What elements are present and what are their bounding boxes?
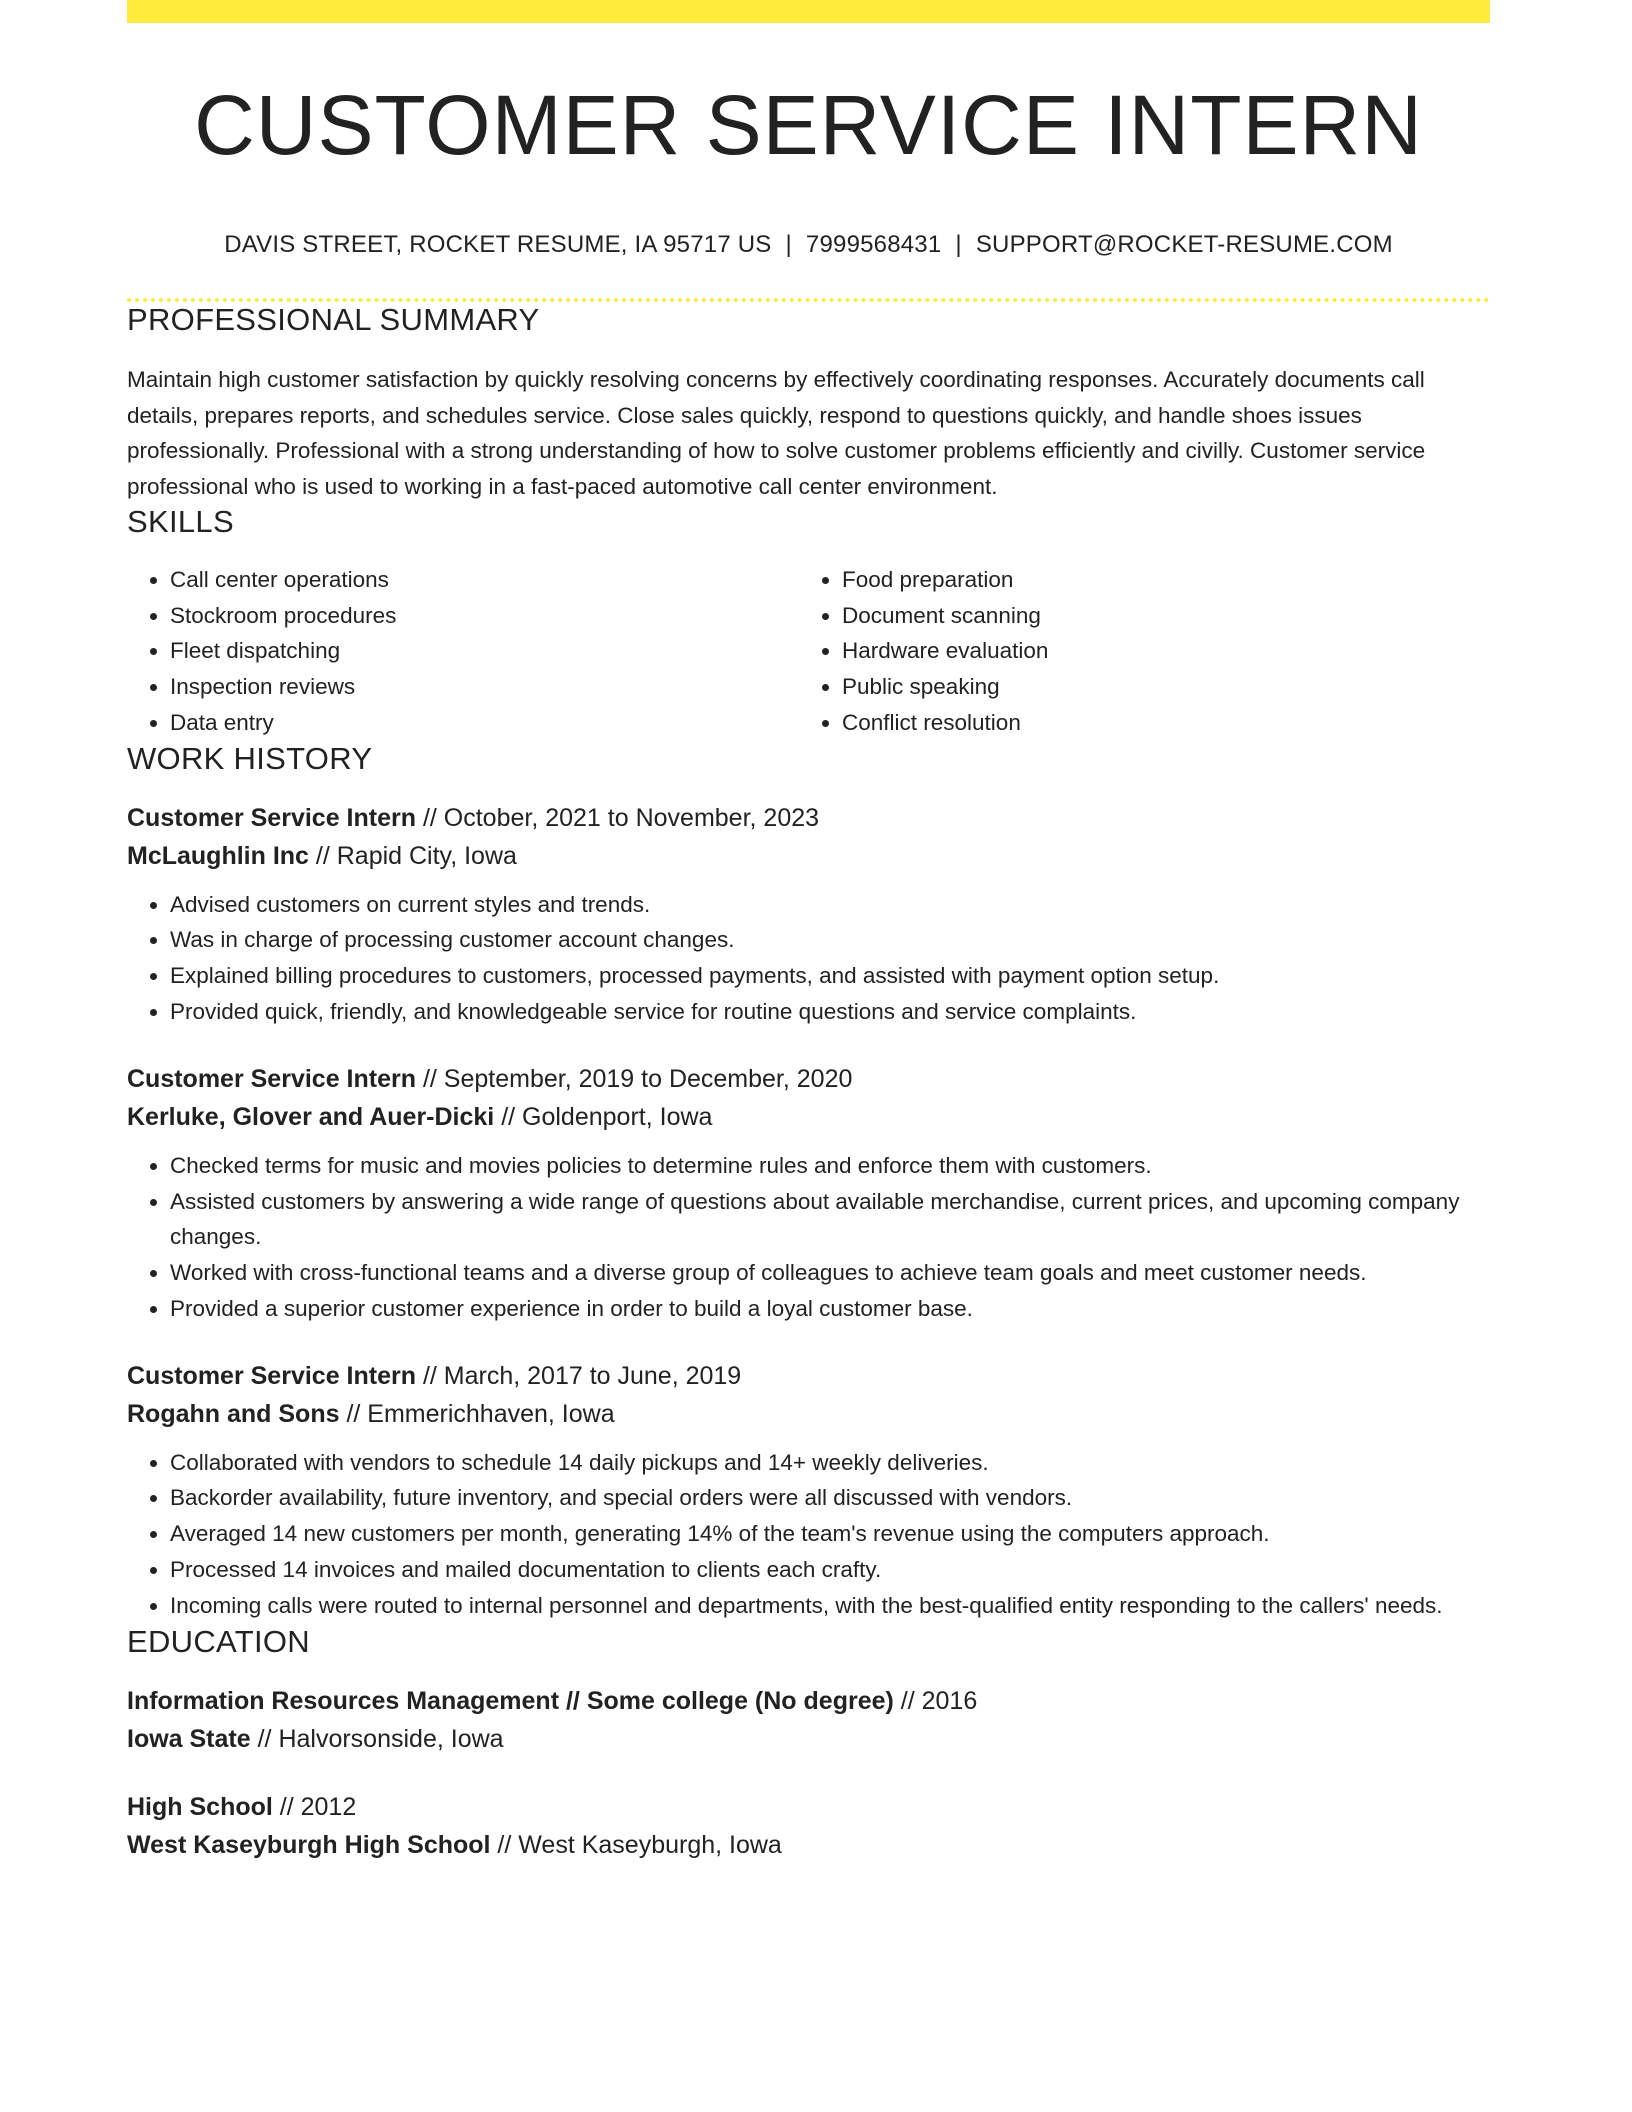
job-location: // Rapid City, Iowa: [308, 841, 517, 870]
education-year: // 2012: [272, 1792, 357, 1821]
job-entry: [127, 799, 1490, 1030]
job-bullet: • Explained billing procedures to customers, processed payments, and assisted with payment option setup.: [170, 958, 1490, 994]
skill-item: • Conflict resolution: [842, 705, 1471, 741]
job-location: // Emmerichhaven, Iowa: [339, 1399, 615, 1428]
job-company-line: [127, 1098, 1490, 1136]
education-school-line: [127, 1720, 1490, 1758]
education-entry: [127, 1788, 1490, 1864]
job-company: Kerluke, Glover and Auer-Dicki: [127, 1102, 495, 1131]
contact-phone: 7999568431: [805, 231, 942, 258]
education-degree-line: [127, 1788, 1490, 1826]
job-title-line: [127, 799, 1490, 837]
skill-item: • Inspection reviews: [170, 669, 799, 705]
job-bullet: • Worked with cross-functional teams and a diverse group of colleagues to achieve team goals and meet customer needs.: [170, 1255, 1490, 1291]
education-entry: [127, 1682, 1490, 1758]
job-bullet: • Provided a superior customer experience in order to build a loyal customer base.: [170, 1291, 1490, 1327]
job-bullet: • Checked terms for music and movies policies to determine rules and enforce them with customers.: [170, 1148, 1490, 1184]
skill-item: • Stockroom procedures: [170, 598, 799, 634]
job-title-line: [127, 1357, 1490, 1395]
job-bullets: [127, 887, 1490, 1030]
job-bullet: • Was in charge of processing customer account changes.: [170, 922, 1490, 958]
education-location: // Halvorsonside, Iowa: [250, 1724, 504, 1753]
education-school: Iowa State: [127, 1724, 251, 1753]
job-role: Customer Service Intern: [127, 803, 416, 832]
education-degree: Information Resources Management // Some college (No degree): [127, 1686, 894, 1715]
job-entry: [127, 1060, 1490, 1327]
contact-address: DAVIS STREET, ROCKET RESUME, IA 95717 US: [224, 231, 772, 258]
contact-separator: |: [955, 231, 962, 258]
skill-item: • Food preparation: [842, 562, 1471, 598]
education-degree: High School: [127, 1792, 273, 1821]
job-entry: [127, 1357, 1490, 1624]
skill-item: • Public speaking: [842, 669, 1471, 705]
job-company-line: [127, 837, 1490, 875]
job-bullet: • Processed 14 invoices and mailed documentation to clients each crafty.: [170, 1552, 1490, 1588]
skills-heading: SKILLS: [127, 504, 234, 539]
job-bullet: • Backorder availability, future inventory, and special orders were all discussed with vendors.: [170, 1480, 1490, 1516]
skills-column-right: [799, 562, 1471, 741]
job-dates: // September, 2019 to December, 2020: [416, 1064, 853, 1093]
job-role: Customer Service Intern: [127, 1064, 416, 1093]
job-bullet: • Incoming calls were routed to internal personnel and departments, with the best-qualified entity responding to the callers' needs.: [170, 1588, 1490, 1624]
education-degree-line: [127, 1682, 1490, 1720]
job-company-line: [127, 1395, 1490, 1433]
job-bullets: [127, 1148, 1490, 1327]
resume-name-title: CUSTOMER SERVICE INTERN: [194, 78, 1423, 172]
summary-text: Maintain high customer satisfaction by quickly resolving concerns by effectively coordinating responses. Accurately documents call details, prepares reports, and schedules service. Close sales quickly, respond to questions quickly, and handle shoes issues professionally. Professional with a strong understanding of how to solve customer problems efficiently and civilly. Customer service professional who is used to working in a fast-paced automotive call center environment.: [127, 367, 1426, 499]
contact-email: SUPPORT@ROCKET-RESUME.COM: [975, 231, 1393, 258]
contact-line: [127, 231, 1490, 259]
summary-heading: PROFESSIONAL SUMMARY: [127, 302, 540, 337]
job-bullet: • Collaborated with vendors to schedule 14 daily pickups and 14+ weekly deliveries.: [170, 1445, 1490, 1481]
job-bullet: • Averaged 14 new customers per month, generating 14% of the team's revenue using the computers approach.: [170, 1516, 1490, 1552]
skill-item: • Hardware evaluation: [842, 633, 1471, 669]
skills-list: [127, 562, 1490, 741]
job-dates: // March, 2017 to June, 2019: [416, 1361, 742, 1390]
job-company: McLaughlin Inc: [127, 841, 309, 870]
contact-separator: |: [785, 231, 792, 258]
accent-top-bar: [127, 0, 1490, 23]
skill-item: • Fleet dispatching: [170, 633, 799, 669]
job-role: Customer Service Intern: [127, 1361, 416, 1390]
education-location: // West Kaseyburgh, Iowa: [490, 1830, 782, 1859]
resume-page: [127, 0, 1490, 1864]
education-year: // 2016: [893, 1686, 978, 1715]
skill-item: • Document scanning: [842, 598, 1471, 634]
job-bullets: [127, 1445, 1490, 1624]
job-bullet: • Assisted customers by answering a wide range of questions about available merchandise, current prices, and upcoming company changes.: [170, 1184, 1490, 1256]
job-title-line: [127, 1060, 1490, 1098]
job-bullet: • Provided quick, friendly, and knowledgeable service for routine questions and service complaints.: [170, 994, 1490, 1030]
work-history-heading: WORK HISTORY: [127, 740, 373, 776]
job-location: // Goldenport, Iowa: [494, 1102, 713, 1131]
skill-item: • Call center operations: [170, 562, 799, 598]
job-dates: // October, 2021 to November, 2023: [416, 803, 820, 832]
skills-column-left: [127, 562, 799, 741]
job-company: Rogahn and Sons: [127, 1399, 340, 1428]
education-heading: EDUCATION: [127, 1623, 310, 1659]
education-school: West Kaseyburgh High School: [127, 1830, 491, 1859]
education-school-line: [127, 1826, 1490, 1864]
skill-item: • Data entry: [170, 705, 799, 741]
job-bullet: • Advised customers on current styles and trends.: [170, 887, 1490, 923]
